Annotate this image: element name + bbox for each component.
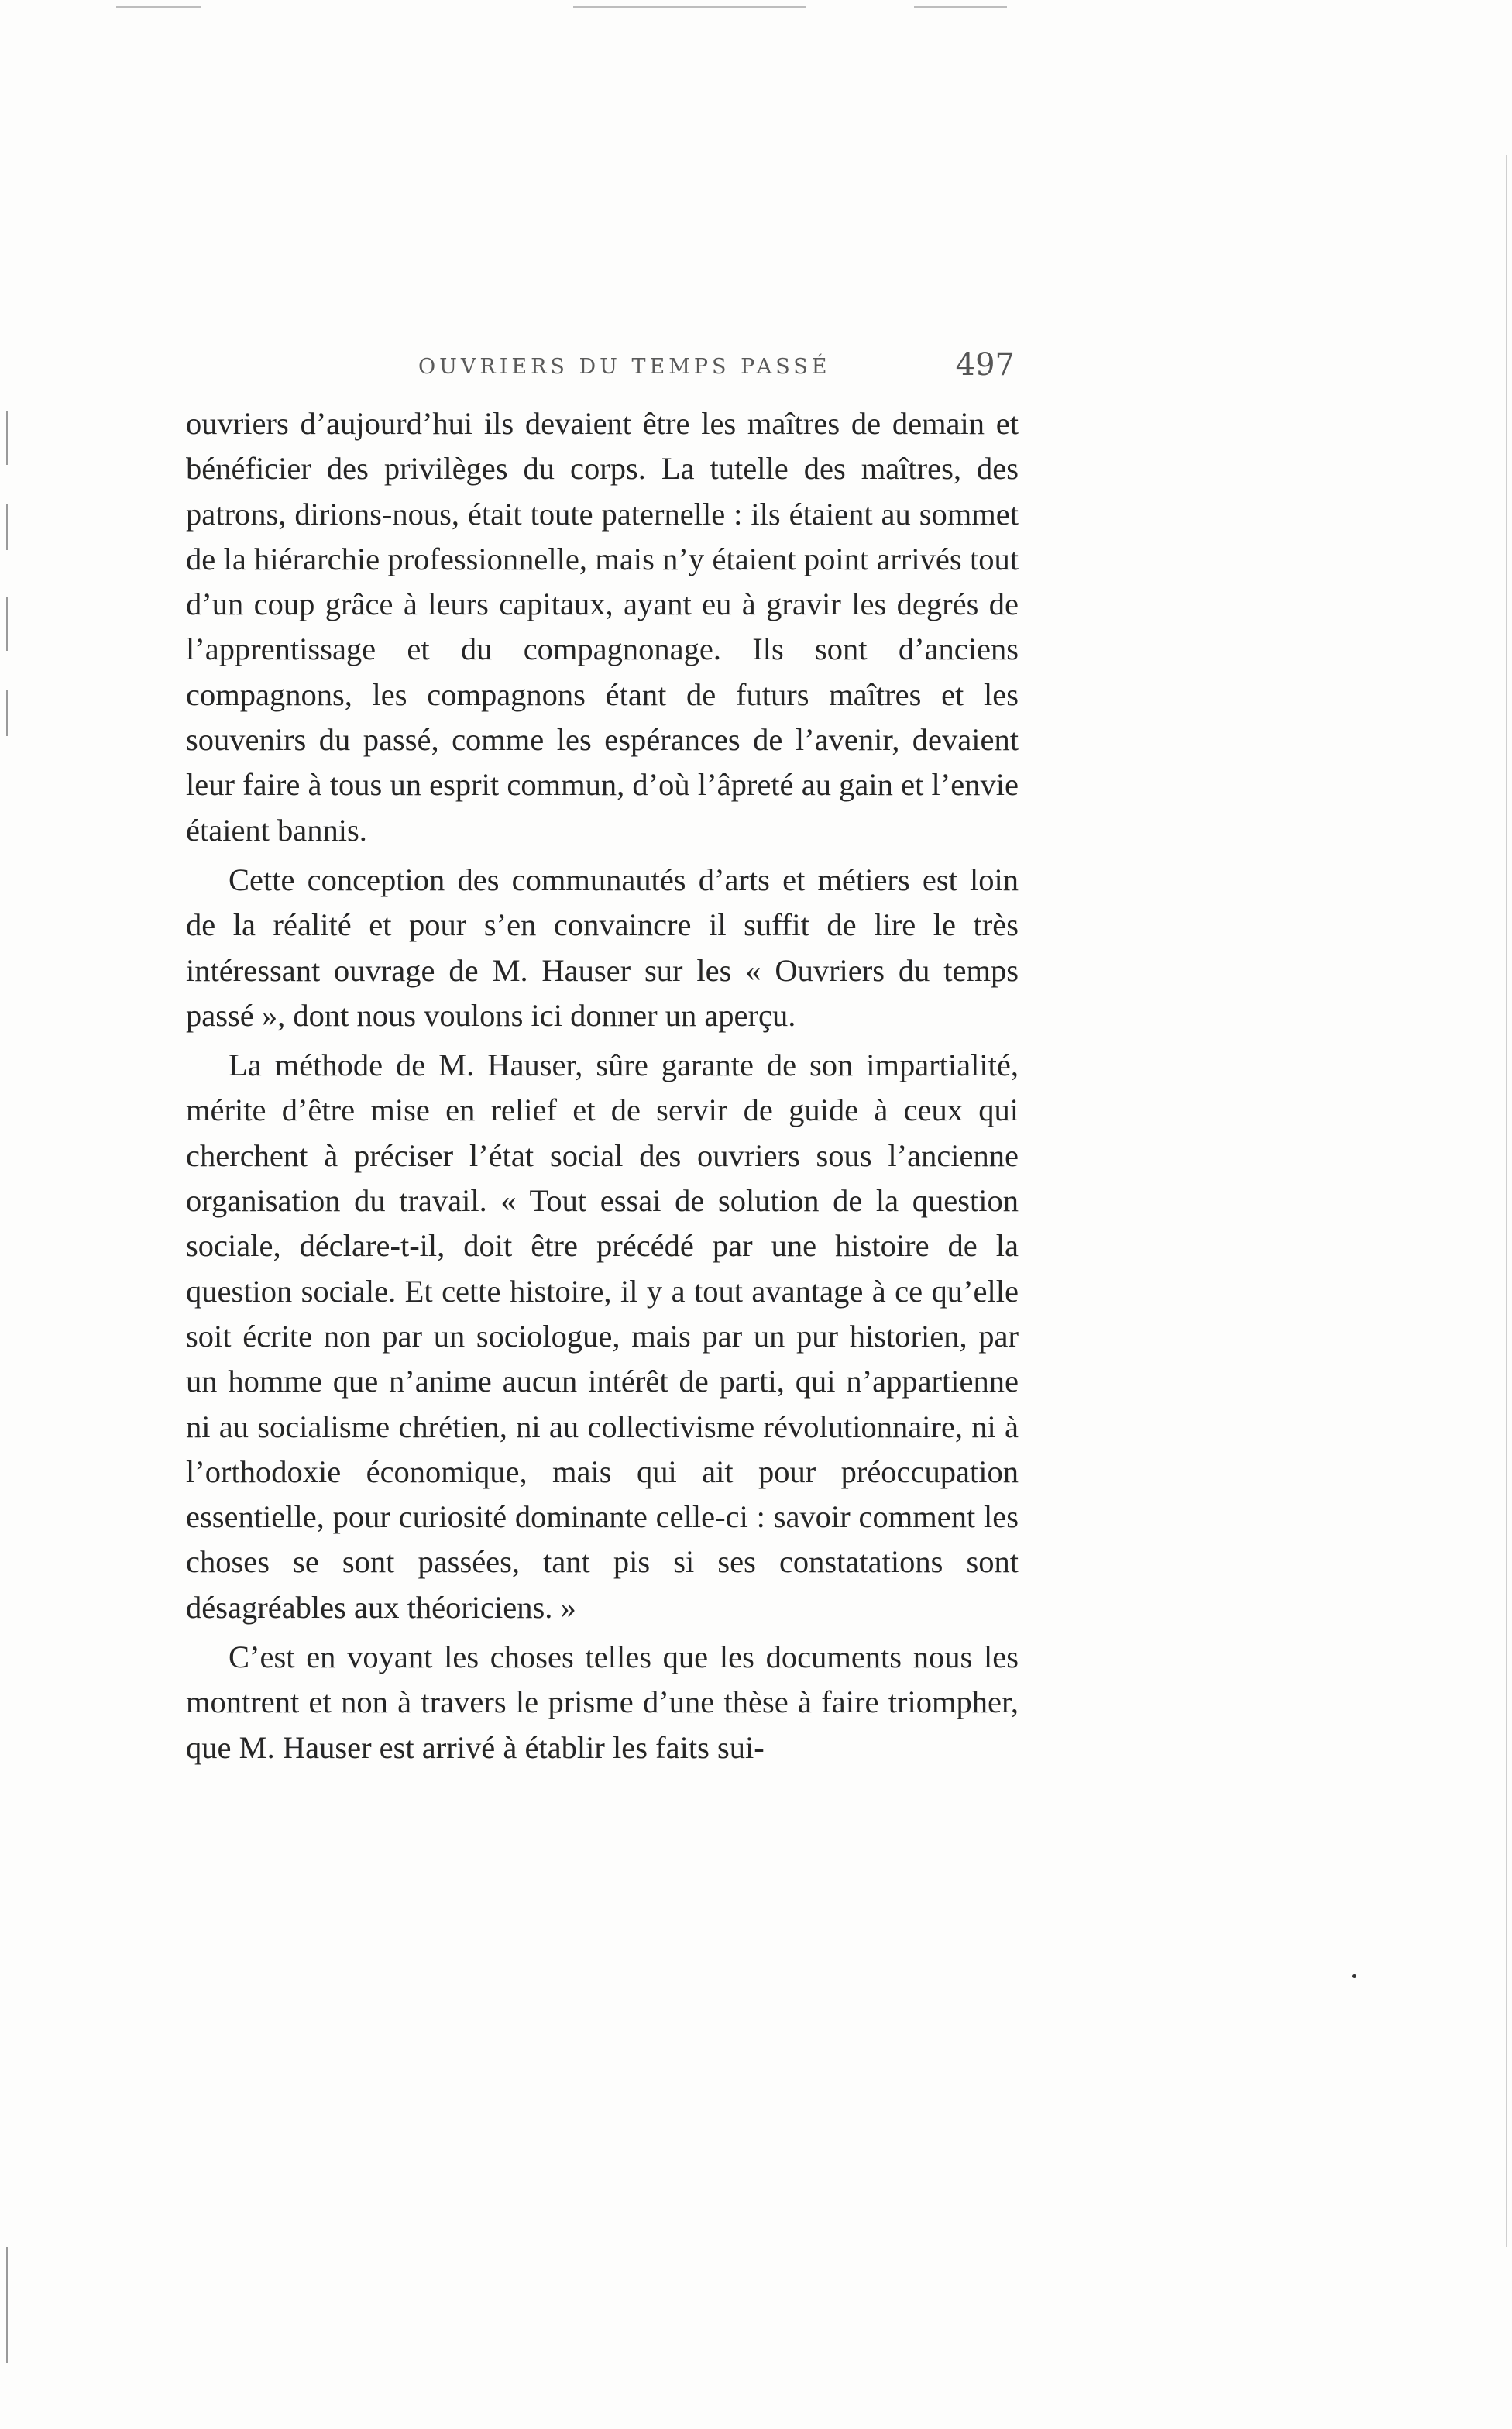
paragraph: C’est en voyant les choses telles que les documents nous les montrent et non à travers le prisme d’une thèse à faire triompher, que M. Hauser est arrivé à établir les faits sui-: [186, 1639, 1019, 1765]
running-title: OUVRIERS DU TEMPS PASSÉ: [418, 355, 831, 379]
scan-mark: [573, 6, 806, 8]
body-text: [186, 401, 1019, 1770]
left-margin-rule: [6, 504, 8, 550]
paragraph: ouvriers d’aujourd’hui ils devaient être les maîtres de demain et bénéficier des privilèges du corps. La tutelle des maîtres, des patrons, dirions-nous, était toute paternelle : ils étaient au sommet de la hiérarchie professionnelle, mais n’y étaient point arrivés tout d’un coup grâce à leurs capitaux, ayant eu à gravir les degrés de l’apprentissage et du compagnonage. Ils sont d’anciens compagnons, les compagnons étant de futurs maîtres et les souvenirs du passé, comme les espérances de l’avenir, devaient leur faire à tous un esprit commun, d’où l’âpreté au gain et l’envie étaient bannis.: [186, 406, 1019, 848]
left-margin-rule: [6, 2247, 8, 2363]
running-header: [186, 347, 1015, 394]
paragraph: La méthode de M. Hauser, sûre garante de son impartialité, mérite d’être mise en relief et de servir de guide à ceux qui cherchent à préciser l’état social des ouvriers sous l’ancienne organisation du travail. « Tout essai de solution de la question sociale, déclare-t-il, doit être précédé par une histoire de la question sociale. Et cette histoire, il y a tout avantage à ce qu’elle soit écrite non par un sociologue, mais par un pur historien, par un homme que n’anime aucun intérêt de parti, qui n’appartienne ni au socialisme chrétien, ni au collectivisme révolutionnaire, ni à l’orthodoxie économique, mais qui ait pour préoccupation essentielle, pour curiosité dominante celle-ci : savoir comment les choses se sont passées, tant pis si ses constatations sont désagréables aux théoriciens. »: [186, 1048, 1019, 1625]
ink-speck: [1352, 1974, 1356, 1978]
page-number: 497: [955, 347, 1015, 383]
paragraph: Cette conception des communautés d’arts et métiers est loin de la réalité et pour s’en convaincre il suffit de lire le très intéressant ouvrage de M. Hauser sur les « Ouvriers du temps passé », dont nous voulons ici donner un aperçu.: [186, 862, 1019, 1033]
left-margin-rule: [6, 597, 8, 651]
left-margin-rule: [6, 411, 8, 465]
scan-mark: [914, 6, 1007, 8]
right-scan-edge: [1506, 155, 1507, 2247]
left-margin-rule: [6, 690, 8, 736]
scan-mark: [116, 6, 201, 8]
